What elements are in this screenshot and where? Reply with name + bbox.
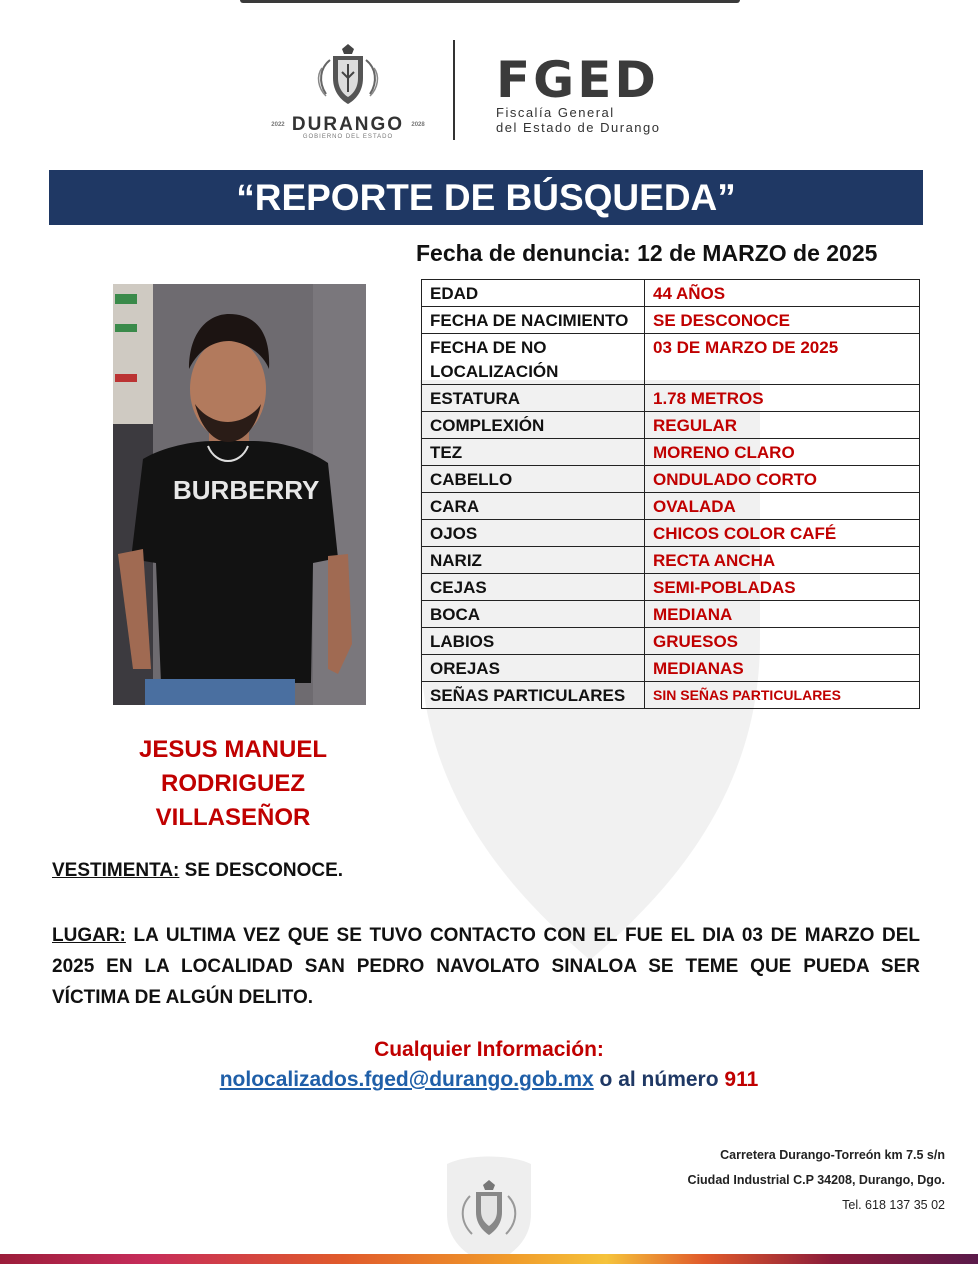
row-label: SEÑAS PARTICULARES <box>422 682 645 709</box>
report-title-banner: “REPORTE DE BÚSQUEDA” <box>49 170 923 225</box>
name-line-1: JESUS MANUEL <box>138 736 328 763</box>
row-value: OVALADA <box>645 493 920 520</box>
table-row <box>422 601 920 628</box>
row-label: CEJAS <box>422 574 645 601</box>
table-row <box>422 574 920 601</box>
durango-subtitle: GOBIERNO DEL ESTADO <box>302 134 394 140</box>
table-row <box>422 307 920 334</box>
clothing-paragraph <box>52 860 343 882</box>
row-value: ONDULADO CORTO <box>645 466 920 493</box>
table-row <box>422 520 920 547</box>
row-label: BOCA <box>422 601 645 628</box>
fged-line-1: Fiscalía General <box>496 105 615 120</box>
row-value: 03 DE MARZO DE 2025 <box>645 334 920 385</box>
durango-crest-icon <box>308 38 388 110</box>
table-row <box>422 682 920 709</box>
table-row <box>422 628 920 655</box>
place-label: LUGAR: <box>52 925 126 946</box>
row-label: FECHA DE NO LOCALIZACIÓN <box>422 334 645 385</box>
clothing-value: SE DESCONOCE. <box>179 860 344 881</box>
table-row <box>422 412 920 439</box>
row-value: 44 AÑOS <box>645 280 920 307</box>
name-line-3: VILLASEÑOR <box>155 804 311 831</box>
contact-connector: o al número <box>593 1068 725 1091</box>
row-value: RECTA ANCHA <box>645 547 920 574</box>
row-label: NARIZ <box>422 547 645 574</box>
row-value: GRUESOS <box>645 628 920 655</box>
row-label: EDAD <box>422 280 645 307</box>
row-label: ESTATURA <box>422 385 645 412</box>
missing-person-photo <box>113 284 366 705</box>
fged-logo <box>496 51 726 135</box>
table-row <box>422 655 920 682</box>
row-value: MORENO CLARO <box>645 439 920 466</box>
table-row <box>422 439 920 466</box>
place-paragraph <box>52 920 920 1013</box>
row-value: MEDIANA <box>645 601 920 628</box>
row-label: CABELLO <box>422 466 645 493</box>
top-decorative-line <box>240 0 740 3</box>
row-label: OJOS <box>422 520 645 547</box>
bottom-color-bar <box>0 1254 978 1264</box>
physical-details-table <box>421 279 920 709</box>
row-label: LABIOS <box>422 628 645 655</box>
shirt-print-text: BURBERRY <box>173 475 320 505</box>
clothing-label: VESTIMENTA: <box>52 860 180 881</box>
row-value: SEMI-POBLADAS <box>645 574 920 601</box>
row-label: OREJAS <box>422 655 645 682</box>
row-label: CARA <box>422 493 645 520</box>
contact-line <box>0 1068 978 1092</box>
row-value: REGULAR <box>645 412 920 439</box>
durango-state-logo <box>258 38 438 148</box>
address-line-2: Ciudad Industrial C.P 34208, Durango, Dgo. <box>687 1173 945 1187</box>
address-telephone: Tel. 618 137 35 02 <box>842 1198 945 1212</box>
agency-address <box>688 1143 945 1218</box>
row-label: FECHA DE NACIMIENTO <box>422 307 645 334</box>
name-line-2: RODRIGUEZ <box>161 770 305 797</box>
table-row <box>422 334 920 385</box>
place-value: LA ULTIMA VEZ QUE SE TUVO CONTACTO CON EL FUE EL DIA 03 DE MARZO DEL 2025 EN LA LOCALIDAD SAN PEDRO NAVOLATO SINALOA SE TEME QUE PUEDA SER VÍCTIMA DE ALGÚN DELITO. <box>52 925 920 1008</box>
contact-email-link[interactable]: nolocalizados.fged@durango.gob.mx <box>219 1068 594 1091</box>
row-value: 1.78 METROS <box>645 385 920 412</box>
fged-line-2: del Estado de Durango <box>496 120 661 135</box>
row-value: SE DESCONOCE <box>645 307 920 334</box>
row-label: COMPLEXIÓN <box>422 412 645 439</box>
durango-wordmark: 2022 DURANGO 2028 <box>271 114 425 135</box>
contact-title: Cualquier Información: <box>374 1038 604 1061</box>
table-row <box>422 466 920 493</box>
table-row <box>422 547 920 574</box>
row-value: SIN SEÑAS PARTICULARES <box>645 682 920 709</box>
row-value: MEDIANAS <box>645 655 920 682</box>
header-divider <box>453 40 455 140</box>
missing-person-name <box>113 733 353 835</box>
row-label: TEZ <box>422 439 645 466</box>
report-date: Fecha de denuncia: 12 de MARZO de 2025 <box>416 240 878 266</box>
emergency-number: 911 <box>724 1068 759 1091</box>
table-row <box>422 385 920 412</box>
fged-acronym: FGED <box>496 51 659 109</box>
row-value: CHICOS COLOR CAFÉ <box>645 520 920 547</box>
bottom-shield-emblem-icon <box>432 1150 546 1264</box>
address-line-1: Carretera Durango-Torreón km 7.5 s/n <box>720 1148 945 1162</box>
table-row <box>422 280 920 307</box>
table-row <box>422 493 920 520</box>
